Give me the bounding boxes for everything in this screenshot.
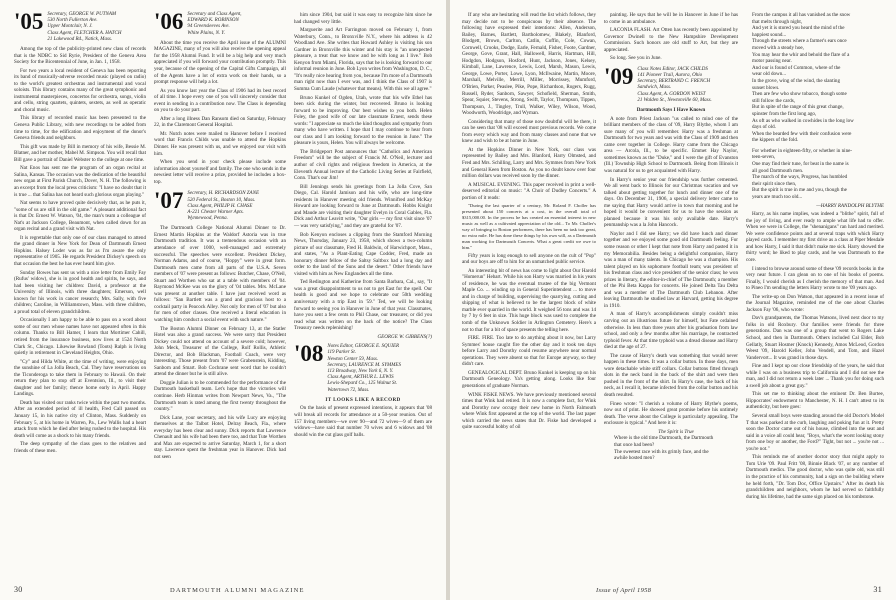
poem-start <box>604 429 738 462</box>
paragraph: Naylor and I did see Harry; we did have lunch and dinner together and we enjoyed some good old Dartmouth feeling. For some reason or other I kept that note from Harry and pasted it in my Memorabilia. Besides being a delightful companion, Harry was a man of many talents. In Chicago he was a champion. His talent played on his sophomore football team; was president of his freshman class and vice president of the senior class; he won prizes in literary, the editor-in-chief of The Dartmouth; a member of the Phi Beta Kappa for concerts. He joined Delta Tau Delta and was a member of The Dartmouth Club Lebanon. After leaving Dartmouth he studied law at Harvard, getting his degree in 1910. <box>604 230 738 309</box>
class-year: '06 <box>154 9 184 34</box>
class-heading-1905 <box>14 9 146 43</box>
paragraph: The write-up on Don Watson, that appeared in a recent issue of the Journal Magazine, reminded me of the one about Charles Jackson Fay '06, who wrote: <box>746 293 884 313</box>
paragraph: I intend to browse around some of these '09 records books in the very near future. I can glean on to one of his books of poems. Finally, I would cherish as I cherish the memory of that man. And to Pineo I'm sending the letters Harry wrote to me '09 years ago. <box>746 265 884 292</box>
secretary-line: Secretary, BERTRAND C. FRENCH <box>637 79 711 85</box>
paragraph: The Dartmouth College National Alumni Dinner to Dr. Ernest Martin Hopkins at the Waldorf Astoria was in true Dartmouth tradition. It was a tremendous occasion with an attendance of over 1000, well-managed and extremely successful. The speeches were excellent. President Dickey, Norman Adams, and of course, "Hoppy" were in great form. Dartmouth men came from all parts of the U.S.A. Seven members of '07 were present as follows: Butcher, Chase, O'Neil, Stuart and Worthen who sat at a table with members of '04. Raymond McKee was on the glory of '04 tables. Mrs. McLane was present at another table. I have just received word as follows: "San Bartlett was a grand and gracious host to a cocktail party in Peacock Alley. Not only for men of '07 but also for men of other classes. One received a literal education in watching him conduct a social event with such nature." <box>154 225 286 323</box>
paragraph: Harry, as his name implies, was indeed a "blithe" spirit, full of the joy of living, and ever ready to ample what life had to offer. When we were in College, the "shenanigans" ran hard and merited. We were confidence points and at several traps with which Harry played cards. I remember my first drive as a class at Piper Mesdale and how Harry, I said it that didn't make me sick. Harry showed the thirty word; he liked to play cards, and he was Dartmouth to the core. <box>746 211 884 263</box>
paragraph: When you send in your check please include some information about yourself and family. The one who sends in the newsiest letter will receive a prize, provided he includes a box-top. <box>154 159 286 185</box>
secretary-line: Secretary, GEORGE W. PUTNAM <box>47 12 117 17</box>
section-headline: IT LOOKS LIKE A RECORD <box>325 396 401 403</box>
poem-line: their spirit since then, <box>752 180 797 187</box>
paragraph: The cause of Harry's death was something that would never happen in these times. It was a collar button. In those days, men wore detachable white stiff collars. Collar buttons fitted through slots in the neck band in the back of the shirt and were then pushed in the front of the shirt. In Harry's case, the back of his neck, as I recall it, became infected from the collar button and his death resulted. <box>604 352 738 399</box>
paragraph: The Boston Alumni Dinner on February 13, at the Statler Hotel was also a grand success. We were sorry that President Dickey could not attend on account of a severe cold; however, John Meck, Treasurer of the College, Rolf Rollis, Athletic Director, and Bob Blackman, Football Coach, were very interesting. Those present from '07 were Grabenstein, Kidding, Sanborn and Smart. Bob Cochrane sent word that he couldn't attend the dinner but he is still alive. <box>154 325 286 378</box>
paragraph: Sunday Bowes has sent us with a nice letter from Emily Fay (Rufus' widow), she is in good health and spirits, he says, and had been visiting her children: David, a professor at the University of Illinois, with three daughters; Emerson, well known for his work in cancer research; Mrs. Sally, with five children; Caroline, in Williamstown, Mass. with three children, a proud total of eleven grandchildren. <box>14 269 146 315</box>
poem-line: wear old down... <box>752 71 787 78</box>
poem-line: all good Dartmouth men. <box>752 167 804 174</box>
secretary-block <box>187 12 241 37</box>
poem-line: You may hear the whir and behold the flare of a <box>752 51 850 58</box>
paragraph: Nat Enos has sent me the program of an organ recital at Salina, Kansas. The occasion was the dedication of the beautiful new organ at First Parish Church, Dover, N. H. The following is an excerpt from the local press criticism: "I have no doubt that it is true ... that Salina has not heard such glorious organ playing." <box>14 165 146 198</box>
secretary-block <box>47 12 121 43</box>
poem-line: still follow the cards, <box>752 97 796 104</box>
paragraph: Fifty years is long enough to sell anyone on the cult of "Pop" and our boys are off to him for an unmatched public service. <box>462 252 596 266</box>
secretary-line: Class Agent, FLETCHER A. HATCH <box>47 30 122 36</box>
paragraph: him since 1904, but said it was easy to recognize him since he had changed very little. <box>294 12 432 25</box>
section-headline: Dartmouth Says I Have Known <box>636 107 706 114</box>
class-year: '09 <box>604 63 634 89</box>
secretary-line: 520 Federal St., Boston 10, Mass. <box>187 197 256 203</box>
poem-line: spinster from the first long ago, <box>752 110 817 117</box>
poem-line: From the campus it all has vanished as the snow <box>752 12 851 18</box>
paragraph: Bill Jennings sends his greetings from La Jolla Cove, San Diego, Cal. Harold Jamison and his wife, who are long-time residents in Hanover meeting old friends. Winnifred and McKay Howard are looking forward to June at Dartmouth. Hobbs Knight and Maude are visiting their daughter Evelyn in Coral Gables, Fla. Dick and Arthur Leavitt write, "Our girls — my first visit since '07 — was very satisfying," and they are grateful for '07. <box>294 183 432 229</box>
secretary-line: Secretary and Class Agent, <box>187 12 242 17</box>
paragraph: Fineo wrote: "I cherish a volume of Harry Blythe's poems, now out of print. He showed great promise before his untimely death. The verse about the College is particularly appealing. The enclosure is typical." And here it is: <box>604 400 738 427</box>
poem-line: Then are few who show tobacco, though some <box>752 91 847 98</box>
paragraph: "Cy" and Hilda White, at the time of writing, were enjoying the sunshine of La Jolla Beach, Cal. They have reservations on the Ticonderoga to take them in February to Hawaii. On their return they plan to stop off at Eventsion, Ill., to visit their daughter and her family; thence home early in April. Happy Landings. <box>14 358 146 398</box>
poem-line: the kippers of the fold. <box>752 137 799 144</box>
secretary-line: Sandwich, Mass. <box>637 85 672 91</box>
paragraph: About the time you receive the April issue of the ALUMNI MAGAZINE, many of you will also receive the opening appeal for the 1958 Alumni Fund. It will be a big help and very much appreciated if you will forward your contribution promptly. This year, because of the opening of the Capital Gifts Campaign, all of the Agents have a lot of extra work on their hands, so a prompt response will help a lot. <box>154 39 286 86</box>
paragraph: WINK FISKE NEWS. We have previously mentioned several times that Wink had retired. It is now a complete fact, for Wink and Dorothy now occupy their new home in North Falmouth where Wink first appeared at the top of the world. The last paper which carried the news states that Dr. Fiske had developed a quite successful hobby of oil <box>462 391 596 431</box>
poem-line: motor passing near. <box>752 58 792 65</box>
poem-line: moved with a steady hoe, <box>752 44 804 51</box>
poem-line: that melts through night, <box>752 18 803 25</box>
page-number: 31 <box>873 585 882 594</box>
paragraph: Mr. Nutch notes were mailed to Hanover before I received word that Francis Childs was unable to attend the Hopkins Dinner. He was present with us, and we enjoyed our visit with him. <box>154 130 286 157</box>
class-year: '08 <box>294 341 324 367</box>
secretary-block <box>187 191 259 222</box>
paragraph: This library of recorded music has been presented to the Geneva Public Library, with new recordings to be added from time to time, for the edification and enjoyment of the donor's Geneva friends and neighbors. <box>14 115 146 142</box>
paragraph: Doggie Julian is to be commended for the performance of the Dartmouth basketball team. Let's hope that the victories will continue. Herb Hinman writes from Newport News, Va., "The Dartmouth team is rated among the first twenty throughout the country." <box>154 379 286 413</box>
paragraph: Considering that many of those now doubtful will be there, it can be seen that '08 will exceed most previous records. We come from every which way and from many classes and none that we knew and wish to be at home in June. <box>462 118 596 145</box>
poem-line: days of old. <box>752 124 776 131</box>
secretary-line: Watertown 72, Mass. <box>327 387 370 393</box>
poem-line: As oft as who walked in cowhides in the long low <box>752 117 854 124</box>
paragraph: Fine and I kept up our close friendship of the years, he said that while I was on a business trip to California and I did not see the man, and I did not return a week later ... Thank you for doing such a swell job about a great guy." <box>746 363 884 389</box>
secretary-line: 141 Pioneer Trail, Aurora, Ohio <box>637 73 703 79</box>
class-heading-1906 <box>154 9 286 37</box>
poem-credit: —HARRY RANDOLPH BLYTHE <box>816 202 884 209</box>
secretary-line: 94 Greensleeves Ave. <box>187 24 230 30</box>
secretary-line: A-221 Chester Warner Apts. <box>187 209 244 215</box>
secretary-line: 21 Lakewood Rd., Natick, Mass. <box>47 36 113 42</box>
poem-line: For whether in eighteen-fifty, or whether in nine- <box>752 147 853 154</box>
paragraph: In Harry's senior year our friendship was further cemented. We all went back to Illinois for our Christmas vacation and we talked about getting together for lunch and dinner one of the days. On December 31, 1906, a special delivery letter came to me saying that Harry would arrive in town that morning and he hoped it would be convenient for us to have the session as planned because it was his only available date. Harry's penmanship was a la John Hancock. <box>604 176 738 229</box>
secretary-line: Class Agent, ARTHUR L. LEWIS <box>327 375 394 381</box>
left-column-2 <box>154 9 286 462</box>
left-column-1 <box>14 9 146 456</box>
paragraph: Nat seems to have proved quite decisively that, as he puts it, "some of us are still in the old game." A pleasant additional fact is that Dr. Ernest W. Watson, '04, the man's team a colleague of Nat's at Jackson College, Beaumont, when called down for an organ recital and a grand visit with Nat. <box>14 200 146 233</box>
paragraph: On the basis of present expressed intentions, it appears that '08 will break all records for attendance at a 50-year reunion. Out of 157 living members—we over 90—and 72 wives—9 of them are widows—have said that number 70 wives and 6 widows and '08 should win the cut glass golf balls. <box>294 405 432 438</box>
poem-line: sunset blows. <box>752 84 780 91</box>
right-footer-page-number <box>873 585 882 594</box>
class-year: '07 <box>154 188 184 214</box>
paragraph: After a long illness Dan Ransom died on Saturday, February 22, in the Claremont General Hospital. <box>154 115 286 129</box>
poem-line: happiest sound... <box>752 31 787 38</box>
poem-line: But in spite of the range of this great change, <box>752 104 844 111</box>
secretary-line: 530 North Fullerton Ave. <box>47 18 98 24</box>
poem-line: When the bearded few with their confusion were <box>752 130 852 137</box>
paragraph: The deep sympathy of the class goes to the relatives and friends of these men. <box>14 441 146 454</box>
magazine-title: DARTMOUTH ALUMNI MAGAZINE <box>170 587 305 594</box>
paragraph: As you know last year the Class of 1906 had its best record of all time. I hope every one of you will sincerely consider that event in sending in a contribution now. The Class is depending on you to do your part. <box>154 87 286 114</box>
class-heading-1907 <box>154 188 286 222</box>
class-heading-1908 <box>294 341 432 394</box>
paragraph: So long. See you in June. <box>610 55 662 62</box>
poem-title: The Spirit is True <box>658 428 694 435</box>
secretary-line: Class Notes Editor, JACK CHILDS <box>637 66 708 72</box>
poem-line: The march of the ways, Progress, has humbled <box>752 174 848 181</box>
secretary-line: Secretary, LAURENCE M. SYMMES <box>327 362 401 368</box>
paragraph: Several small boys were standing around the old Doctor's Model T that was parked at the curb, laughing and poking fun at it. Pretty soon the Doctor came out of his house, climbed into the seat and said in a voice all could hear, "Boys, what's the worst looking stony from one boy or another, the Ford?" Tight, but not ... you're not ... you're not." <box>746 413 884 452</box>
right-column-1 <box>462 12 596 433</box>
paragraph: GENEALOGICAL DEPT. Bruno Kunkel is keeping up on his Dartmouth Geneology. Ya's getting along. Looks like four generations of graduate Norman. <box>462 369 596 389</box>
secretary-line: Notes Editor, GEORGE E. SQUIER <box>327 344 400 350</box>
paragraph: Ted Redington and Katherine from Santa Barbara, Cal., say, "It was a great disappointment to us not to get East for the spell. Our health is good and we hope to celebrate our 50th wedding anniversary with a trip East in '59." Ted, we will be looking forward to seeing you in Hanover in June of that year. Classmates, have you sent a few cents to Phil Chase, our treasurer, or did you read what was written on the back of the notice? The Class Treasury needs replenishing! <box>294 279 432 332</box>
left-footer-title <box>170 587 305 594</box>
class-heading-1909 <box>604 63 738 104</box>
paragraph: A man of Harry's accomplishments simply couldn't miss carving out an illustrious future for himself, but Fate ordained otherwise. In less than three years after his graduation from law school, and only a few months after his marriage, he contracted typhoid fever. At that time typhoid was a dread disease and Harry died at the age of 27. <box>604 311 738 351</box>
paragraph: Bruno Kunkel of Ogden, Utah, wrote that his wife Ethel has been sick during the winter, but recovered. Bruno is looking forward to be improving. Our best wishes to you both. Helen Foley, the good wife of our late classmate Ernest, sends these words: "I appreciate so much the kind thoughts and sympathy from many who have written. I hope that I may continue to hear from our class and I am looking forward to the reunion in June." The pleasure is yours, Helen. You will always be welcome. <box>294 94 432 147</box>
poem-line: And our is found of Common, where of the <box>752 64 841 71</box>
paragraph: Bob Kenyon encloses a clipping from the Stamford Morning News, Thursday, January 23, 1958, which shows a two-column picture of our classmate, Fred H. Baldwin, of Harwichport, Mass., and states, "As a Plant-Eating Cape Codder, Fred, made an honorary dinner fellow of the Saltsy Saltbox had a long day and order to the land of the Suns and the desert." Other friends have visited with him as New Englanders all the time. <box>294 231 432 277</box>
secretary-line: Lewis-Shepard Co., 125 Walnut St. <box>327 381 398 387</box>
left-column-3 <box>294 12 432 440</box>
poem-line: years are much too old... <box>752 194 803 201</box>
secretary-line: Upper Montclair, N. J. <box>47 24 93 30</box>
paragraph: An interesting bit of news has come to light about Our Harold "Homerun" Hebart. While his son Harry was married in his years of residence, he was the eventual trustee of the big Vermont Maple Co. ... winding up in General Superintendent ... to move and in charge of building, supervising the quarrying, cutting and shipping of what is believed to be the largest block of white marble ever quarried in the world. It weighed 56 tons and was 14 by 7 by 6 feet in size. This huge block was used to complete the tomb of the Unknown Soldier in Arlington Cemetery. Here's a not to that for a bit of space presents the telling here. <box>462 267 596 333</box>
poem-line: But the spirit is true in me and you, though the <box>752 187 847 194</box>
secretary-line: EDWARD K. ROBINSON <box>187 18 239 24</box>
paragraph: FIRE. FIRE. Too late to do anything about it now, but Larry Symmes' house caught fire the other day and it took ten days before Larry and Dorothy could resume anywhere near normal operations. They were absent so that for Europe anyway, so they didn't care. <box>462 335 596 368</box>
poem-line: teen-seven, <box>752 154 776 161</box>
secretary-block <box>327 344 401 394</box>
secretary-line: White Plains, N. Y. <box>187 30 225 36</box>
right-column-3 <box>746 12 884 502</box>
paragraph: Dick Lane, your secretary, and his wife Lucy are enjoying themselves at the Talbot Hotel, Delray Beach, Fla., where everyday has been clear and sunny. Dick reports that Lawrence Chenault and his wife had been there too, and that Tute Worthen and Max are expected to arrive Saturday, March 1, for a short stay. Lawrence spent the freshman year in Hanover. Dick had not seen <box>154 414 286 460</box>
paragraph: A note from Priest Jackson "us called to mind one of the brilliant members of the class of '09, Harry Blythe, whom I am sure many of you will remember. Harry was a freshman at Dartmouth for two years and was with the Class of 1909 and then came over together in College. Harry came from the Chicago area — Arcola, Ill., to be specific. Emmet Hay Naylor, sometimes known as the "Duke," and I were the gift of Evanston (Ill.) Township High School to Dartmouth. Being from Illinois it was natural for us to get acquainted with Harry. <box>604 115 738 174</box>
paragraph: A MUSICAL EVENING. This paper received in print a well-deserved editorial on music: "A Choir of Dudley Concerts." A portion of it reads: <box>462 181 596 201</box>
right-footer-issue <box>596 587 651 594</box>
paragraph: The Bridgeport Post announces that "Catholics and American Freedom" will be the subject of Francis M. O'Neil, lecturer and author of civil rights and religious freedom in America, at the Eleventh Annual lecture of the Catholic Living Series at Fairfield, Conn. That's our Jim! <box>294 148 432 182</box>
poem-line: And yet it is stored you heard the mind of the <box>752 25 845 32</box>
paragraph: painting. He says that he will be in Hanover in June if he has to come in an ambulance. <box>604 12 738 25</box>
poem-continued <box>746 12 884 201</box>
poem-line: The sweetest race with its grimly face, and the <box>614 448 709 455</box>
secretary-line: Newton Center 59, Mass. <box>327 356 379 362</box>
secretary-line: 113 Broadway, New York 6, N. Y. <box>327 369 394 375</box>
paragraph: This gift was made by Bill in memory of his wife, Bessie M. Blatner, and her mother, Mabel M. Simpson. You will recall that Bill gave a portrait of Daniel Webster to the college at one time. <box>14 143 146 163</box>
paragraph: Dav's grandparents, the Thomas Watsons, lived next door to my folks in old Roxbury. Our families were friends for three generations. Dan was one of a group that went to Rogers Lake School, and then in Dartmouth. Others included Cal Elder, Bob Gellatly, Stuart Hosmer (Knock) Kennedy, Amos McLeod, Gordon Weest '09, Harold Keller, John Vendell, and Tom, and Hazel Vandervort... It was grand in those days. <box>746 315 884 361</box>
secretary-line: Wynnewood, Penna. <box>187 216 228 222</box>
issue-date: Issue of April 1958 <box>596 587 652 594</box>
paragraph: If any who are hesitating will read the list which follows, they may decide not to be conspicuous by their absence. The following have expressed their intentions: Allen, Anderson, Bailey, Barnes, Bartlett, Bartholomew, Blakely, Blanford, Blodgett, Brown, Carlton, Catlin, Coffin, Cole, Cowan, Cornwell, Crooks, Dodge, Earle, Fernald, Fisher, Foote, Gardner, George, Gove, Grant, Hall, Hallowell, Harris, Hartman, Hill, Hodgdon, Hodgson, Hosford, Hunt, Jackson, Jones, Kelsey, Kimball, Lane, Lawrence, Lewis, Lord, Marsh, Mason, Lewis, George, Lowe, Porter, Lowe, Lyon, McIlwaine, Martin, Moore, Marshall, Melville, Merrill, Miller, Morrissey, Mumford, O'Brien, Parker, Peaslee, Pike, Pope, Richardson, Rogers, Rugg, Russell, Ryder, Sanborn, Sawyer, Schofield, Sherman, Smith, Spear, Squier, Stevens, Strong, Swift, Taylor, Thompson, Tippen, Thompson, J., Tingley, Trull, Walker, Wiley, Wilson, Wood, Woodworth, Woodridge, and Wyman. <box>462 12 596 117</box>
paragraph: This set me to thinking about the eminent Dr. Ben Burtee, Hippocrates' endowment to Manchester, N. H. I can't attest to its authenticity, but here goes: <box>746 391 884 411</box>
paragraph: This reminds me of another doctor story that might apply to Tom Urie '09. Paul Fritt '08, Binnie Black '07, or any number of Dartmouth medics. The good doctor, who was quite old, was still in the practice of his community, had a sign on the building where he held forth, "Dr. Tom Doc, Office Upstairs." After its death his grandchildren and neighbors, whom he had served so faithfully during his lifetime, had the same sign placed on his tombstone. <box>746 454 884 500</box>
poem-line: In the grove, wing of the wind, the slanting <box>752 77 840 84</box>
class-year: '05 <box>14 9 44 34</box>
paragraph: Occasionally I am happy to be able to pass on a word about some of our men whose names have not appeared often in this column. Thanks to Bill Hamer, I learn that Mortimer Cahill, retired from the insurance business, now lives at 1524 North Clark St., Chicago. Likewise Rowland (Toots) Ralph is living quietly in retirement in Cleveland Heights, Ohio. <box>14 317 146 357</box>
paragraph: LACONIA FLASH. Art Otten has recently been appointed by Governor Dwinell to the New Hampshire Development Commission. Such honors are old stuff to Art, but they are appreciated. <box>604 27 738 53</box>
paragraph: It is regrettable that only one of our class managed to attend the grand dinner in New York for Dean of Dartmouth Ernest Hopkins. Halsey Loder was as far as I'm aware the only representative of 1905. He regards President Dickey's speech on that occasion the best he has ever heard him give. <box>14 234 146 267</box>
left-footer-page-number <box>14 585 23 594</box>
secretary-block <box>637 67 711 104</box>
paragraph: Marguerite and Art Farrington moved on February 1, from Waterbury, Conn., to Bronxville N.Y., where his address is 42 Woodland Ave. She writes that Howard Ashley is visiting his son Gardner in Bronxville this winter and his stay is "an unexpected pleasure, a treat that we know and be with long as I live." Bob Kenyon from Miami, Florida, says that he is looking forward to our informal reunion in June. Bob Lyon writes from Washington, D. C., "It's really nice hearing from you, because I'm more of a Dartmouth man right now than I ever was, and I think the Class of 1907 is Summa Cum Laude (whatever that means). With this we all agree." <box>294 27 433 93</box>
right-page <box>450 0 896 600</box>
poem-line: One may find their tune, for beat in the name is <box>752 161 849 168</box>
paragraph: Among the top of the publicity-printed new class of records that is the NDBC to Sid Ryrie, President of the Geneva Area Society for the Bicentennial of June, in Jan. 1, 1958. <box>14 46 146 66</box>
secretary-line: Class Agent, A. GORDON WEIST <box>637 91 706 97</box>
poem-line: that once had been? <box>614 441 655 448</box>
poem-line: awhile hosted men? <box>614 455 655 462</box>
secretary-line: Secretary, H. RICHARDSON ZANE <box>187 191 260 197</box>
poem-line: Where is the old time Dartmouth, the Dartmouth <box>614 435 714 442</box>
secretary-line: Class Agent, PHILIP H. CHASE <box>187 203 253 209</box>
paragraph: For two years a local resident of Geneva has been reporting its band of musically-adverse recorded music (played on radio) to the world's greatest orchestras and instrumental and vocal soloists. This library contains many of the great symphonic and instrumental masterpieces, concertos for orchestra, songs, violin and cello, string quartets, quintets, sextets, as well as operatic and choral music. <box>14 67 146 113</box>
page-number: 30 <box>14 585 23 594</box>
paragraph: At the Hopkins Dinner in New York, our class was represented by Bailey and Mrs. Blanford, Harry Olmsted, and Fred and Mrs. Schilling, Larry and Mrs. Symmes from New York and General Keen from Boston. As you no doubt know over four million dollars was received soon by the dinner. <box>462 146 596 180</box>
secretary-line: 119 Parker St. <box>327 350 357 356</box>
signature: GEORGE W. GIBBENS(?) <box>377 333 432 340</box>
secretary-line: 21 Walden St., Newtonville 60, Mass. <box>637 97 712 103</box>
left-page <box>0 0 446 600</box>
right-column-2 <box>604 12 738 462</box>
paragraph: Death has visited our ranks twice within the past two months. After an extended period of ill health, Fred Call passed on January 15, in his native city of Clinton, Mass. Suddenly on February 5, at his home in Warren, Pa., Lew Wallis had a heart attack from which he died after being rushed to the hospital. His death will come as a shock to his many friends. <box>14 399 146 439</box>
paragraph: "During the last quarter of a century, Mr. Roland F. Choller has presented about 150 concerts at a cost, in the overall total of $315,000.00. In the process he has created an essential interest in new music as well as a cultivated appreciation of the old... To Mr. Choller's way of bringing to Boston performers, there has been no task too great, no extra mile. He has done these things by his own will, as a Dartmouth man working for Dartmouth Concerts. What a great credit we owe to him." <box>462 203 596 250</box>
poem-line: Through the streets where a farmer's ears once <box>752 38 847 45</box>
